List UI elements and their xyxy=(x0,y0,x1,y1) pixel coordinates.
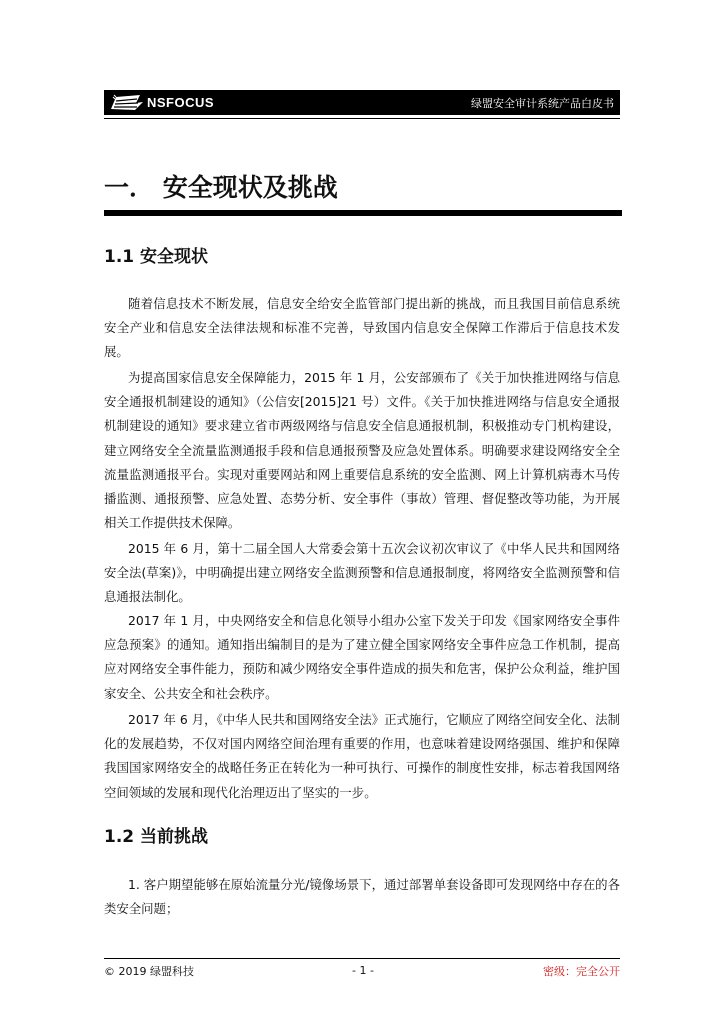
paragraph: 2017 年 1 月，中央网络安全和信息化领导小组办公室下发关于印发《国家网络安全事件应急预案》的通知。通知指出编制目的是为了建立健全国家网络安全事件应急工作机制，提高应对网络安全事件能力，预防和减少网络安全事件造成的损失和危害，保护公众利益，维护国家安全、公共安全和社会秩序。 xyxy=(104,613,620,701)
chapter-title: 一． 安全现状及挑战 xyxy=(104,173,338,202)
document-title: 绿盟安全审计系统产品白皮书 xyxy=(471,97,614,110)
logo-text: NSFOCUS xyxy=(147,95,215,110)
nsfocus-logo xyxy=(110,93,214,112)
flag-logo-icon xyxy=(110,94,144,111)
copyright: © 2019 绿盟科技 xyxy=(104,965,194,978)
paragraph: 随着信息技术不断发展，信息安全给安全监管部门提出新的挑战，而且我国目前信息系统安全产业和信息安全法律法规和标准不完善，导致国内信息安全保障工作滞后于信息技术发展。 xyxy=(104,296,620,360)
paragraph: 2015 年 6 月，第十二届全国人大常委会第十五次会议初次审议了《中华人民共和国网络安全法(草案)》，中明确提出建立网络安全监测预警和信息通报制度，将网络安全监测预警和信息通报法制化。 xyxy=(104,541,620,605)
footer-rule xyxy=(104,958,620,959)
paragraph: 1. 客户期望能够在原始流量分光/镜像场景下，通过部署单套设备即可发现网络中存在的各类安全问题； xyxy=(104,877,620,917)
classification-label: 密级：完全公开 xyxy=(543,965,620,978)
chapter-rule xyxy=(104,210,622,216)
header-bar xyxy=(104,90,620,115)
section-title-1-1: 1.1 安全现状 xyxy=(104,247,209,267)
section-title-1-2: 1.2 当前挑战 xyxy=(104,827,209,847)
page-number: - 1 - xyxy=(352,964,374,977)
header-rule xyxy=(104,118,620,119)
paragraph: 2017 年 6 月，《中华人民共和国网络安全法》正式施行，它顺应了网络空间安全化、法制化的发展趋势，不仅对国内网络空间治理有重要的作用，也意味着建设网络强国、维护和保障我国国家网络安全的战略任务正在转化为一种可执行、可操作的制度性安排，标志着我国网络空间领域的发展和现代化治理迈出了坚实的一步。 xyxy=(104,712,620,800)
paragraph: 为提高国家信息安全保障能力，2015 年 1 月，公安部颁布了《关于加快推进网络与信息安全通报机制建设的通知》（公信安[2015]21 号）文件。《关于加快推进网络与信息安全通报机制建设的通知》要求建立省市两级网络与信息安全信息通报机制，积极推动专门机构建设，建立网络安全全流量监测通报手段和信息通报预警及应急处置体系。明确要求建设网络安全全流量监测通报平台。实现对重要网站和网上重要信息系统的安全监测、网上计算机病毒木马传播监测、通报预警、应急处置、态势分析、安全事件（事故）管理、督促整改等功能，为开展相关工作提供技术保障。 xyxy=(104,370,620,531)
